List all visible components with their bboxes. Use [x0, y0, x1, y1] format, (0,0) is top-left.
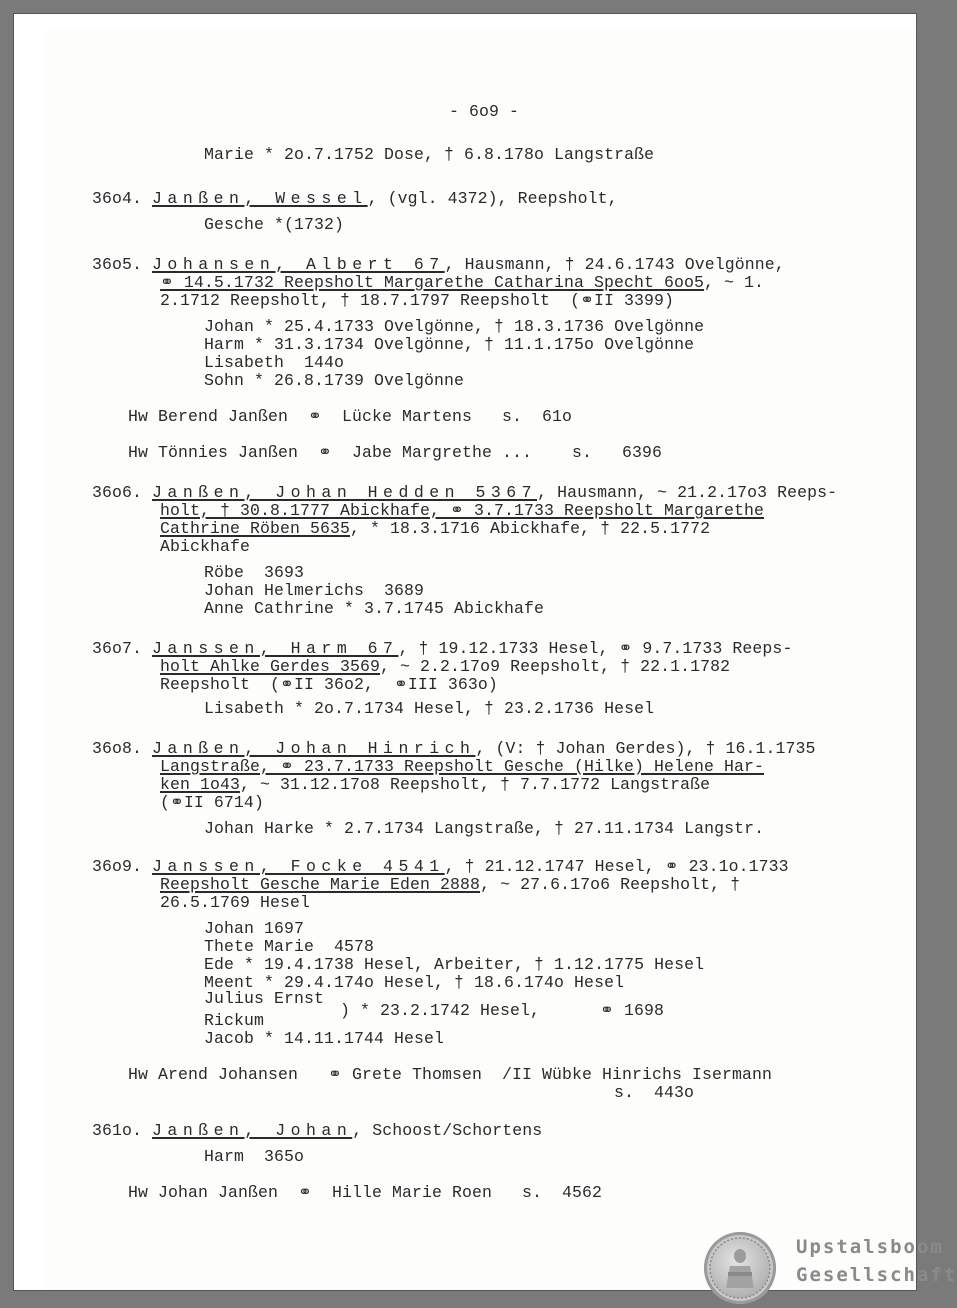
text-line — [92, 190, 618, 208]
underlined-segment: Janßen, Johan — [152, 1121, 353, 1140]
text-segment: , Hausmann, ~ 21.2.17o3 Reeps- — [537, 483, 838, 502]
text-segment: 26.5.1769 Hesel — [160, 893, 311, 912]
text-line — [160, 502, 764, 520]
text-segment: 36o4. — [92, 189, 153, 208]
seal-icon — [704, 1232, 776, 1304]
text-segment: s. 443o — [614, 1083, 695, 1102]
text-line — [204, 938, 374, 956]
underlined-segment: holt, † 30.8.1777 Abickhafe, ⚭ 3.7.1733 Reepsholt Margarethe — [160, 501, 765, 520]
text-segment: , Hausmann, † 24.6.1743 Ovelgönne, — [444, 255, 785, 274]
text-line — [204, 1148, 304, 1166]
text-line — [204, 372, 464, 390]
text-line — [160, 274, 764, 292]
text-line — [92, 740, 816, 758]
society-logo — [704, 1228, 957, 1308]
text-segment: Jacob * 14.11.1744 Hesel — [204, 1029, 445, 1048]
text-segment: Gesche *(1732) — [204, 215, 345, 234]
text-segment: Johan 1697 — [204, 919, 305, 938]
text-line — [204, 820, 764, 838]
underlined-segment: Janßen, Wessel — [152, 189, 368, 208]
text-line — [160, 776, 710, 794]
text-segment: Sohn * 26.8.1739 Ovelgönne — [204, 371, 465, 390]
text-line — [92, 640, 792, 658]
text-segment: Rickum — [204, 1011, 265, 1030]
text-segment: , ~ 1. — [704, 273, 765, 292]
text-line — [204, 1030, 444, 1048]
text-segment: (⚭II 6714) — [160, 793, 264, 812]
text-segment: , (V: † Johan Gerdes), † 16.1.1735 — [475, 739, 816, 758]
text-segment: 36o9. — [92, 857, 153, 876]
text-segment: , ~ 2.2.17o9 Reepsholt, † 22.1.1782 — [380, 657, 731, 676]
text-segment: Abickhafe — [160, 537, 251, 556]
text-segment: Hw Tönnies Janßen ⚭ Jabe Margrethe ... s. 6396 — [128, 443, 663, 462]
text-segment: 36o8. — [92, 739, 153, 758]
text-segment: Harm 365o — [204, 1147, 305, 1166]
text-line — [92, 256, 785, 274]
text-line — [128, 1066, 772, 1084]
text-segment: Johan Helmerichs 3689 — [204, 581, 425, 600]
underlined-segment: Reepsholt Gesche Marie Eden 2888 — [160, 875, 481, 894]
underlined-segment: Cathrine Röben 5635 — [160, 519, 351, 538]
text-segment: Julius Ernst — [204, 989, 325, 1008]
scan-frame — [14, 14, 957, 1290]
text-line — [92, 858, 789, 876]
document-page — [44, 30, 957, 1290]
text-line — [204, 956, 704, 974]
text-line — [160, 894, 310, 912]
underlined-segment: Langstraße, ⚭ 23.7.1733 Reepsholt Gesche (Hilke) Helene Har- — [160, 757, 765, 776]
text-line — [128, 1184, 602, 1202]
logo-text-line1: Upstalsboom — [796, 1236, 944, 1258]
text-line — [92, 484, 837, 502]
text-segment: 36o6. — [92, 483, 153, 502]
underlined-segment: ⚭ 14.5.1732 Reepsholt Margarethe Catharina Specht 6oo5 — [160, 273, 705, 292]
text-segment: Lisabeth * 2o.7.1734 Hesel, † 23.2.1736 Hesel — [204, 699, 655, 718]
text-line — [204, 1012, 264, 1030]
text-line — [614, 1084, 694, 1102]
text-segment: 36o5. — [92, 255, 153, 274]
text-line — [204, 354, 344, 372]
text-line — [204, 582, 424, 600]
text-segment: 36o7. — [92, 639, 153, 658]
text-segment: 2.1712 Reepsholt, † 18.7.1797 Reepsholt (⚭II 3399) — [160, 291, 675, 310]
text-segment: , (vgl. 4372), Reepsholt, — [367, 189, 618, 208]
text-segment: , ~ 31.12.17o8 Reepsholt, † 7.7.1772 Langstraße — [240, 775, 711, 794]
text-segment: Hw Johan Janßen ⚭ Hille Marie Roen s. 4562 — [128, 1183, 602, 1202]
text-line — [204, 564, 304, 582]
text-line — [160, 876, 740, 894]
text-segment: Ede * 19.4.1738 Hesel, Arbeiter, † 1.12.1775 Hesel — [204, 955, 705, 974]
text-line — [128, 408, 572, 426]
text-segment: Meent * 29.4.174o Hesel, † 18.6.174o Hesel — [204, 973, 625, 992]
underlined-segment: Janssen, Harm 67 — [152, 639, 399, 658]
text-segment: Hw Berend Janßen ⚭ Lücke Martens s. 61o — [128, 407, 572, 426]
text-line — [160, 794, 264, 812]
text-segment: Johan Harke * 2.7.1734 Langstraße, † 27.11.1734 Langstr. — [204, 819, 765, 838]
text-line — [160, 520, 710, 538]
text-line — [204, 146, 654, 164]
underlined-segment: Janßen, Johan Hedden 5367 — [152, 483, 538, 502]
page-number: - 6o9 - — [449, 102, 520, 121]
text-segment: Marie * 2o.7.1752 Dose, † 6.8.178o Langstraße — [204, 145, 655, 164]
text-segment: Lisabeth 144o — [204, 353, 345, 372]
text-line — [204, 216, 344, 234]
text-segment: Röbe 3693 — [204, 563, 305, 582]
text-segment: 361o. — [92, 1121, 153, 1140]
text-line — [204, 318, 704, 336]
text-line — [204, 336, 694, 354]
text-line — [128, 444, 662, 462]
text-line — [160, 676, 498, 694]
text-line — [160, 658, 730, 676]
text-line — [204, 990, 324, 1008]
text-line — [204, 920, 304, 938]
underlined-segment: holt Ahlke Gerdes 3569 — [160, 657, 381, 676]
text-segment: , † 21.12.1747 Hesel, ⚭ 23.1o.1733 — [444, 857, 789, 876]
text-segment: , † 19.12.1733 Hesel, ⚭ 9.7.1733 Reeps- — [398, 639, 793, 658]
text-line — [160, 758, 764, 776]
text-segment: Anne Cathrine * 3.7.1745 Abickhafe — [204, 599, 545, 618]
underlined-segment: Johansen, Albert 67 — [152, 255, 445, 274]
text-line — [340, 1002, 664, 1020]
text-line — [204, 600, 544, 618]
logo-text-line2: Gesellschaft — [796, 1264, 957, 1286]
text-line — [160, 292, 674, 310]
text-line — [204, 700, 654, 718]
text-segment: Johan * 25.4.1733 Ovelgönne, † 18.3.1736 Ovelgönne — [204, 317, 705, 336]
text-segment: , * 18.3.1716 Abickhafe, † 22.5.1772 — [350, 519, 711, 538]
text-segment: ) * 23.2.1742 Hesel, ⚭ 1698 — [340, 1001, 664, 1020]
underlined-segment: Janssen, Focke 4541 — [152, 857, 445, 876]
underlined-segment: Janßen, Johan Hinrich — [152, 739, 476, 758]
text-segment: Reepsholt (⚭II 36o2, ⚭III 363o) — [160, 675, 498, 694]
text-segment: Harm * 31.3.1734 Ovelgönne, † 11.1.175o Ovelgönne — [204, 335, 695, 354]
text-segment: , ~ 27.6.17o6 Reepsholt, † — [480, 875, 741, 894]
text-segment: , Schoost/Schortens — [352, 1121, 543, 1140]
text-segment: Hw Arend Johansen ⚭ Grete Thomsen /II Wübke Hinrichs Isermann — [128, 1065, 773, 1084]
text-line — [160, 538, 250, 556]
text-line — [92, 1122, 542, 1140]
text-segment: Thete Marie 4578 — [204, 937, 375, 956]
underlined-segment: ken 1o43 — [160, 775, 241, 794]
